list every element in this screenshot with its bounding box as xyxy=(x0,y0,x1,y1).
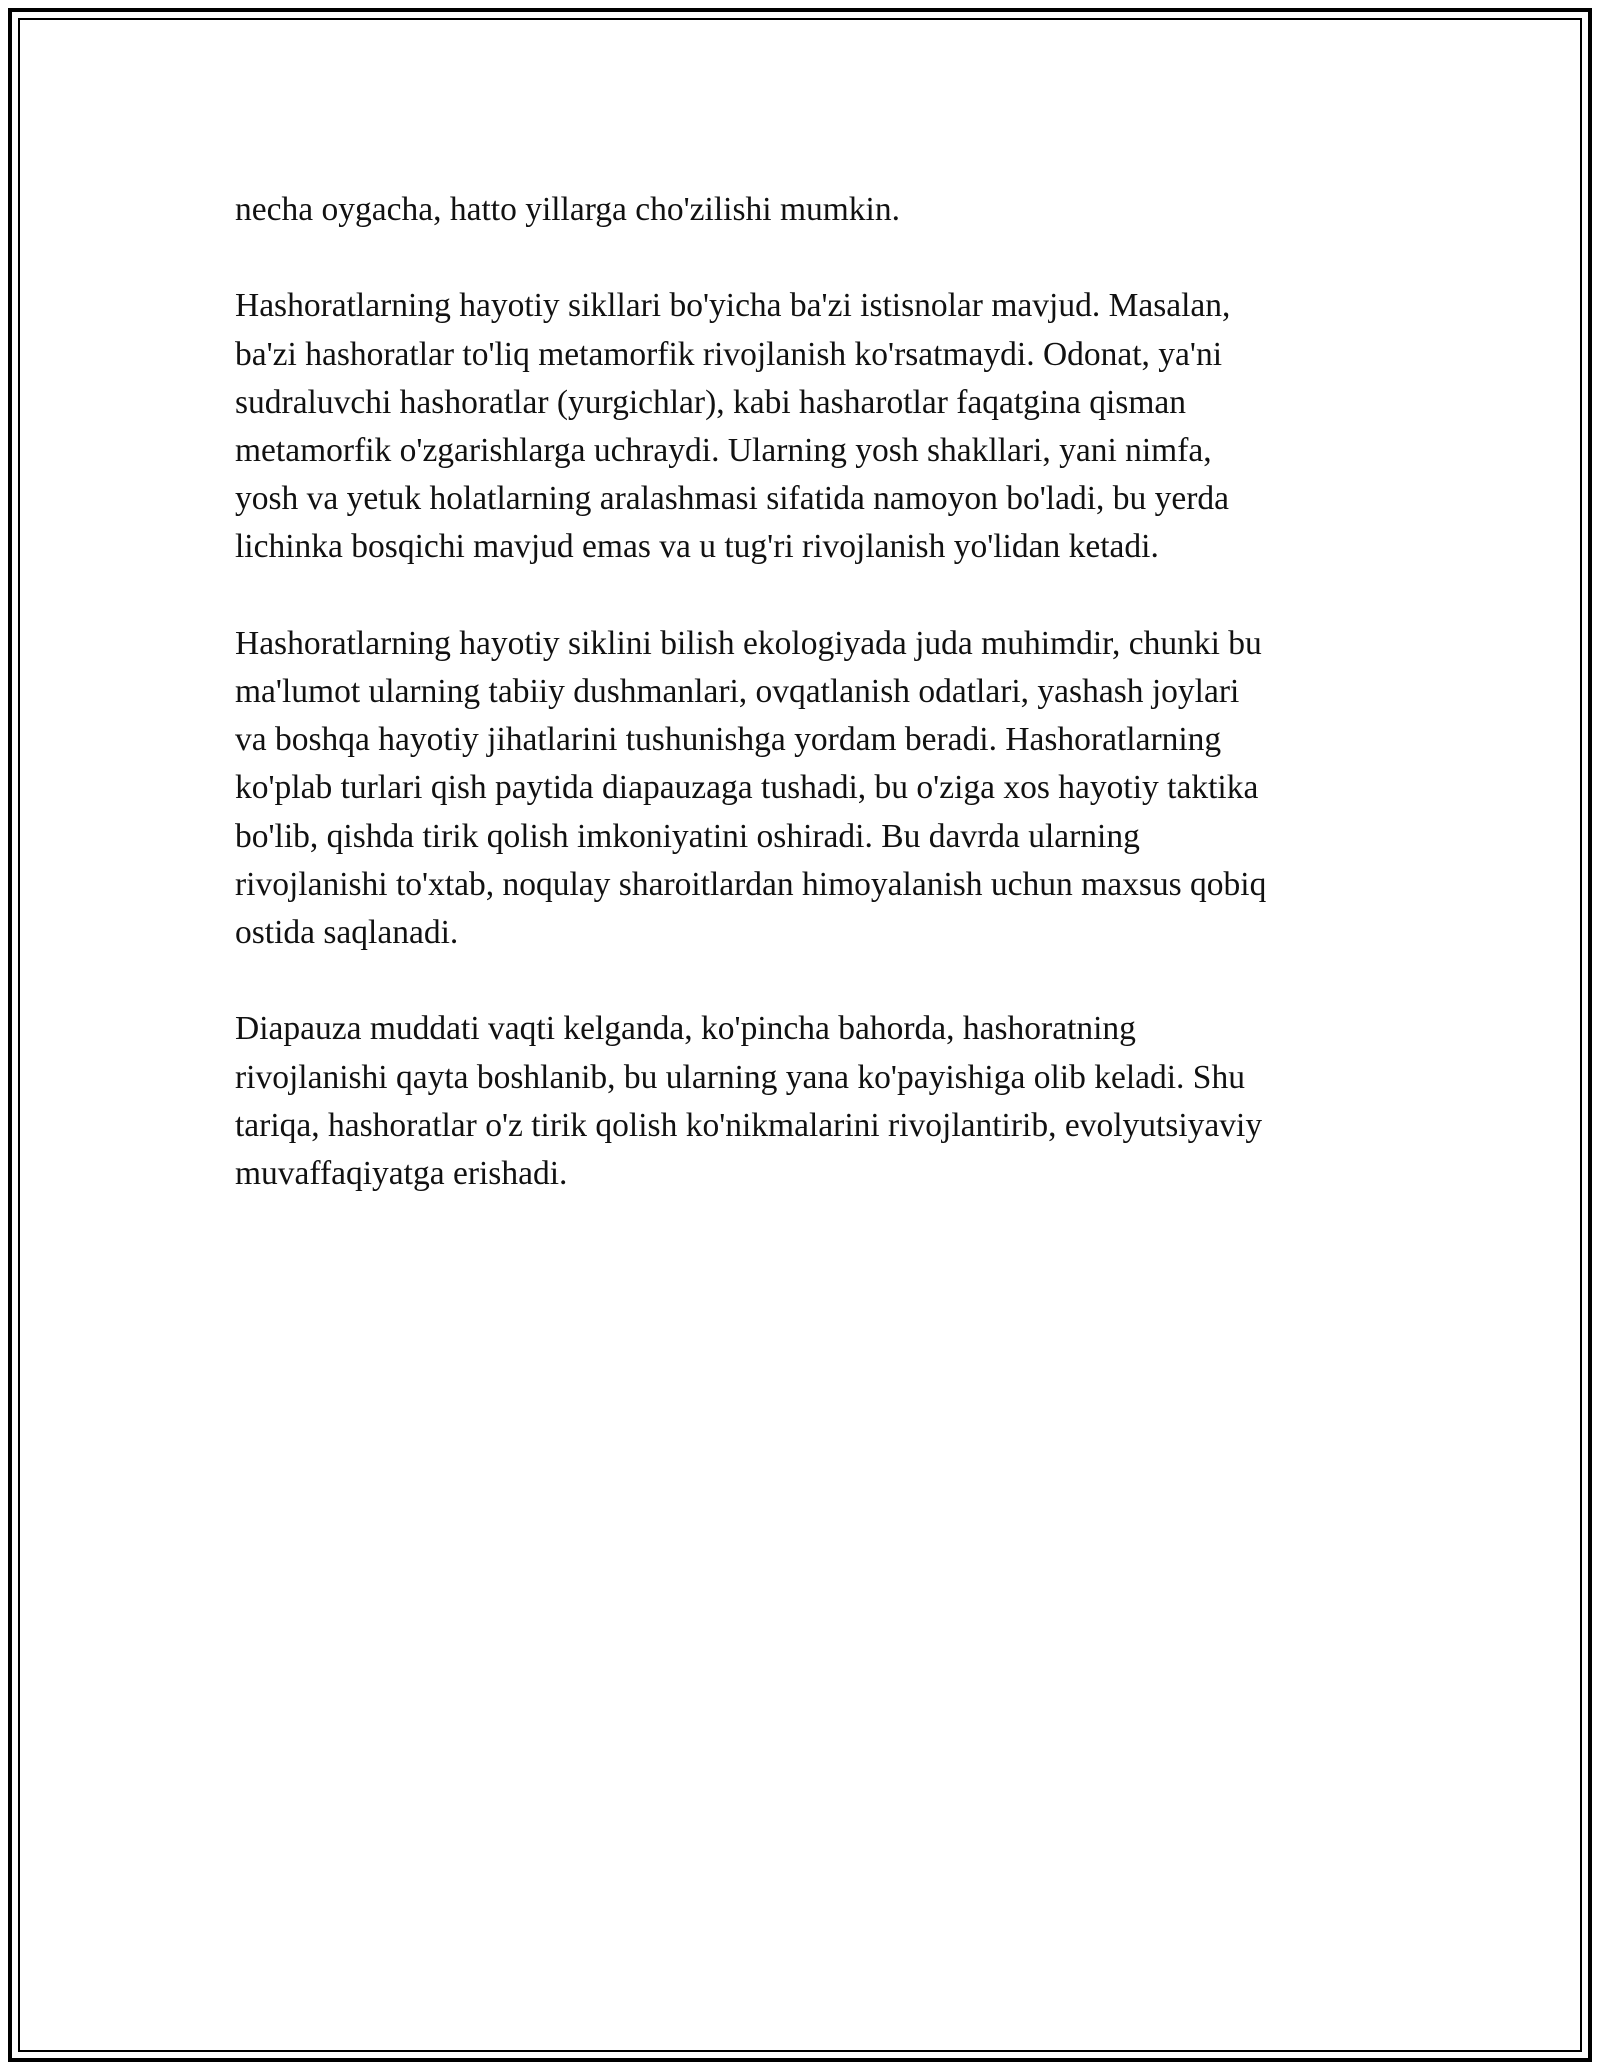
paragraph-3: Hashoratlarning hayotiy siklini bilish ekologiyada juda muhimdir, chunki bu ma'lumot ularning tabiiy dushmanlari, ovqatlanish odatlari, yashash joylari va boshqa hayotiy jihatlarini tushunishga yordam beradi. Hashoratlarning ko'plab turlari qish paytida diapauzaga tushadi, bu o'ziga xos hayotiy taktika bo'lib, qishda tirik qolish imkoniyatini oshiradi. Bu davrda ularning rivojlanishi to'xtab, noqulay sharoitlardan himoyalanish uchun maxsus qobiq ostida saqlanadi. xyxy=(235,624,1267,952)
paragraph-4: Diapauza muddati vaqti kelganda, ko'pincha bahorda, hashoratning rivojlanishi qayta boshlanib, bu ularning yana ko'payishiga olib keladi. Shu tariqa, hashoratlar o'z tirik qolish ko'nikmalarini rivojlantirib, evolyutsiyaviy muvaffaqiyatga erishadi. xyxy=(235,1010,1263,1193)
paragraph-2: Hashoratlarning hayotiy sikllari bo'yicha ba'zi istisnolar mavjud. Masalan, ba'zi hashoratlar to'liq metamorfik rivojlanish ko'rsatmaydi. Odonat, ya'ni sudraluvchi hashoratlar (yurgichlar), kabi hasharotlar faqatgina qisman metamorfik o'zgarishlarga uchraydi. Ularning yosh shakllari, yani nimfa, yosh va yetuk holatlarning aralashmasi sifatida namoyon bo'ladi, bu yerda lichinka bosqichi mavjud emas va u tug'ri rivojlanish yo'lidan ketadi. xyxy=(235,287,1231,566)
document-body xyxy=(235,186,1375,1246)
paragraph-1: necha oygacha, hatto yillarga cho'zilishi mumkin. xyxy=(235,191,900,228)
